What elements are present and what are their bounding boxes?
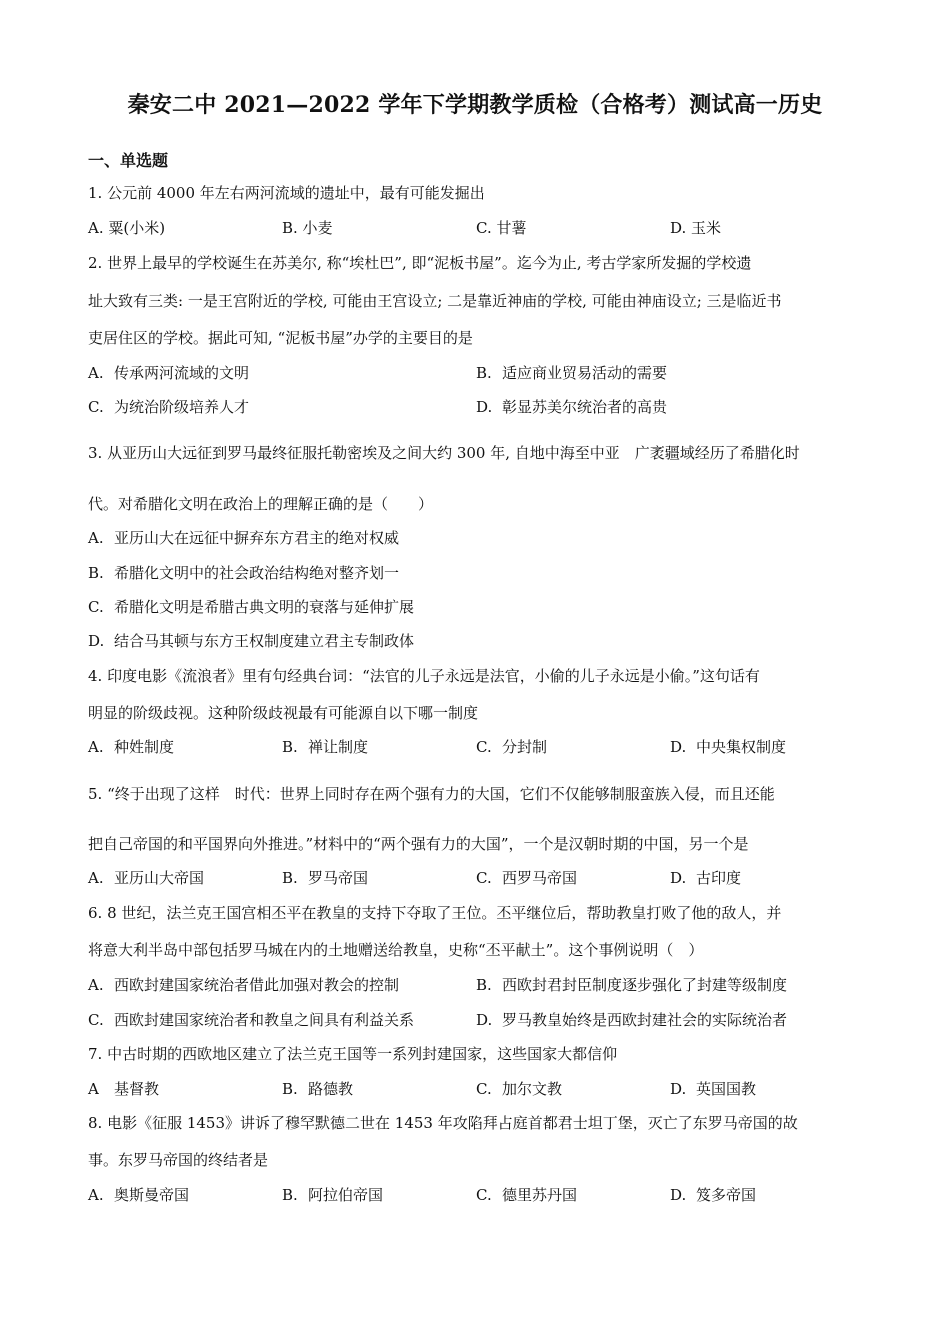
q5-option-a: A. 亚历山大帝国 xyxy=(88,869,205,887)
q5-option-b: B. 罗马帝国 xyxy=(282,869,369,887)
question-6-stem-line-1: 6. 8 世纪，法兰克王国宫相丕平在教皇的支持下夺取了王位。丕平继位后，帮助教皇打败了他的敌人，并 xyxy=(88,904,782,922)
q6-option-d: D. 罗马教皇始终是西欧封建社会的实际统治者 xyxy=(476,1011,788,1029)
question-6-stem-line-2: 将意大利半岛中部包括罗马城在内的土地赠送给教皇，史称“丕平献土”。这个事例说明（ ） xyxy=(88,941,704,959)
question-2-stem-line-3: 吏居住区的学校。据此可知, “泥板书屋”办学的主要目的是 xyxy=(88,329,473,347)
q2-option-a: A. 传承两河流域的文明 xyxy=(88,364,250,382)
q6-option-c: C. 西欧封建国家统治者和教皇之间具有利益关系 xyxy=(88,1011,415,1029)
question-4-stem-line-2: 明显的阶级歧视。这种阶级歧视最有可能源自以下哪一制度 xyxy=(88,704,479,722)
q3-option-c: C. 希腊化文明是希腊古典文明的衰落与延伸扩展 xyxy=(88,598,415,616)
section-heading: 一、单选题 xyxy=(88,151,169,170)
q8-option-a: A. 奥斯曼帝国 xyxy=(88,1186,190,1204)
page-title: 秦安二中 2021—2022 学年下学期教学质检（合格考）测试高一历史 xyxy=(127,92,823,118)
question-5-stem-line-2: 把自己帝国的和平国界向外推进。”材料中的“两个强有力的大国”，一个是汉朝时期的中国，另一个是 xyxy=(88,835,749,853)
q7-option-b: B. 路德教 xyxy=(282,1080,354,1098)
question-8-stem-line-1: 8. 电影《征服 1453》讲诉了穆罕默德二世在 1453 年攻陷拜占庭首都君士坦丁堡，灭亡了东罗马帝国的故 xyxy=(88,1114,798,1132)
q8-option-d: D. 笈多帝国 xyxy=(670,1186,757,1204)
question-3-stem-line-1: 3. 从亚历山大远征到罗马最终征服托勒密埃及之间大约 300 年, 自地中海至中亚 广袤疆域经历了希腊化时 xyxy=(88,444,800,462)
q1-option-b: B. 小麦 xyxy=(282,219,333,237)
q7-option-d: D. 英国国教 xyxy=(670,1080,757,1098)
q2-option-b: B. 适应商业贸易活动的需要 xyxy=(476,364,668,382)
q4-option-d: D. 中央集权制度 xyxy=(670,738,787,756)
q4-option-b: B. 禅让制度 xyxy=(282,738,369,756)
q1-option-d: D. 玉米 xyxy=(670,219,722,237)
q6-option-b: B. 西欧封君封臣制度逐步强化了封建等级制度 xyxy=(476,976,788,994)
question-5-stem-line-1: 5. “终于出现了这样 时代：世界上同时存在两个强有力的大国，它们不仅能够制服蛮族入侵，而且还能 xyxy=(88,785,775,803)
question-2-stem-line-2: 址大致有三类: 一是王宫附近的学校, 可能由王宫设立; 二是靠近神庙的学校, 可能由神庙设立; 三是临近书 xyxy=(88,292,782,310)
q2-option-c: C. 为统治阶级培养人才 xyxy=(88,398,250,416)
question-1-stem: 1. 公元前 4000 年左右两河流域的遗址中，最有可能发掘出 xyxy=(88,184,485,202)
q7-option-a: A 基督教 xyxy=(88,1080,160,1098)
q1-option-a: A. 粟(小米) xyxy=(88,219,166,237)
q4-option-a: A. 种姓制度 xyxy=(88,738,175,756)
q3-option-a: A. 亚历山大在远征中摒弃东方君主的绝对权威 xyxy=(88,529,400,547)
q4-option-c: C. 分封制 xyxy=(476,738,548,756)
question-7-stem: 7. 中古时期的西欧地区建立了法兰克王国等一系列封建国家，这些国家大都信仰 xyxy=(88,1045,618,1063)
q3-option-d: D. 结合马其顿与东方王权制度建立君主专制政体 xyxy=(88,632,415,650)
question-3-stem-line-2: 代。对希腊化文明在政治上的理解正确的是（ ） xyxy=(88,495,434,513)
q7-option-c: C. 加尔文教 xyxy=(476,1080,563,1098)
question-8-stem-line-2: 事。东罗马帝国的终结者是 xyxy=(88,1151,269,1169)
q8-option-b: B. 阿拉伯帝国 xyxy=(282,1186,384,1204)
q3-option-b: B. 希腊化文明中的社会政治结构绝对整齐划一 xyxy=(88,564,400,582)
question-2-stem-line-1: 2. 世界上最早的学校诞生在苏美尔, 称“埃杜巴”, 即“泥板书屋”。迄今为止, 考古学家所发掘的学校遗 xyxy=(88,254,752,272)
q1-option-c: C. 甘薯 xyxy=(476,219,527,237)
q8-option-c: C. 德里苏丹国 xyxy=(476,1186,578,1204)
q5-option-c: C. 西罗马帝国 xyxy=(476,869,578,887)
q5-option-d: D. 古印度 xyxy=(670,869,742,887)
q2-option-d: D. 彰显苏美尔统治者的高贵 xyxy=(476,398,668,416)
question-4-stem-line-1: 4. 印度电影《流浪者》里有句经典台词：“法官的儿子永远是法官，小偷的儿子永远是小偷。”这句话有 xyxy=(88,667,760,685)
q6-option-a: A. 西欧封建国家统治者借此加强对教会的控制 xyxy=(88,976,400,994)
